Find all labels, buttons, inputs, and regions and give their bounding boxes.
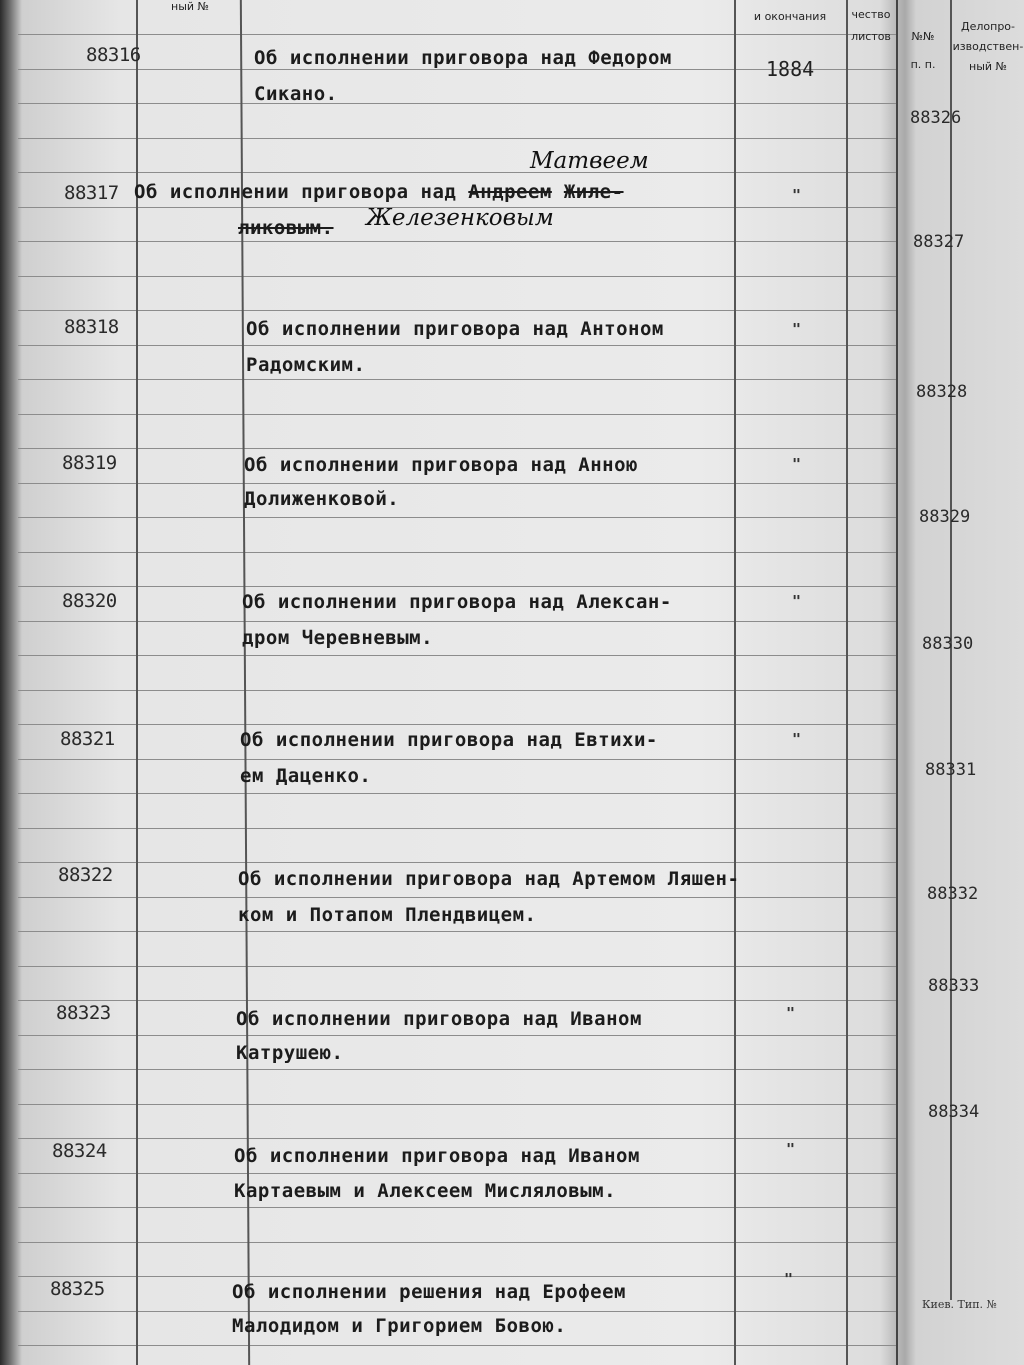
entry-title-line1: Об исполнении приговора над Федором	[254, 47, 672, 69]
entry-number: 88316	[86, 44, 141, 66]
ruled-line	[18, 172, 896, 173]
struck-word: Жиле-	[563, 181, 624, 203]
entry-number: 88322	[58, 864, 113, 886]
entry-year: 1884	[766, 57, 815, 81]
header-end-date: и окончания	[753, 10, 827, 23]
entry-title-line2: дром Черевневым.	[242, 627, 434, 649]
ruled-line	[18, 138, 896, 139]
ruled-line	[18, 379, 896, 380]
right-page-number: 88332	[927, 884, 979, 904]
right-page-number: 88331	[925, 760, 977, 780]
ditto-mark: "	[786, 1004, 796, 1022]
ruled-line	[18, 1069, 896, 1070]
entry-title-line2: Сикано.	[254, 83, 338, 105]
entry-number: 88323	[56, 1002, 111, 1024]
header-file-number: ный №	[171, 0, 209, 13]
ditto-mark: "	[792, 455, 802, 473]
right-page-number: 88330	[922, 634, 974, 654]
entry-title-line1: Об исполнении приговора над Антоном	[246, 318, 664, 340]
entry-title-line2: Картаевым и Алексеем Мисляловым.	[234, 1180, 617, 1202]
ruled-line	[18, 414, 896, 415]
struck-word: ликовым.	[238, 217, 334, 239]
header-right-no-1: №№	[911, 30, 935, 43]
struck-word: Андреем	[468, 181, 552, 203]
ruled-line	[18, 517, 896, 518]
ruled-line	[18, 828, 896, 829]
ditto-mark: "	[792, 730, 802, 748]
header-right-no-2: п. п.	[910, 58, 936, 71]
entry-number: 88319	[62, 452, 117, 474]
ruled-line	[18, 241, 896, 242]
ruled-line	[18, 655, 896, 656]
entry-number: 88325	[50, 1278, 105, 1300]
ruled-line	[18, 966, 896, 967]
column-line-dates	[734, 0, 736, 1365]
entry-title-line2: Долиженковой.	[244, 488, 400, 510]
right-page-number: 88333	[928, 976, 980, 996]
right-page-number: 88326	[910, 108, 962, 128]
entry-title-text: Об исполнении приговора над	[134, 181, 469, 203]
header-right-proc-2: изводствен-	[952, 40, 1024, 53]
entry-title-line1: Об исполнении решения над Ерофеем	[232, 1281, 626, 1303]
entry-title-line2: Радомским.	[246, 354, 366, 376]
ditto-mark: "	[792, 186, 802, 204]
entry-title-line1: Об исполнении приговора над Иваном	[236, 1008, 642, 1030]
handwritten-correction: Железенковым	[366, 205, 554, 231]
ruled-line	[18, 759, 896, 760]
entry-number: 88318	[64, 316, 119, 338]
entry-title-line1: Об исполнении приговора над Евтихи-	[240, 729, 658, 751]
handwritten-correction: Матвеем	[530, 148, 649, 174]
entry-title-line2: Малодидом и Григорием Бовою.	[232, 1315, 567, 1337]
ditto-mark: "	[792, 320, 802, 338]
right-page-number: 88334	[928, 1102, 980, 1122]
entry-title-line1: Об исполнении приговора над Иваном	[234, 1145, 640, 1167]
entry-title-line2: ком и Потапом Плендвицем.	[238, 904, 537, 926]
entry-number: 88324	[52, 1140, 107, 1162]
ditto-mark: "	[792, 592, 802, 610]
ditto-mark: "	[786, 1140, 796, 1158]
ruled-line	[18, 34, 896, 35]
ruled-line	[18, 103, 896, 104]
header-sheets-1: чество	[851, 8, 891, 21]
ruled-line	[18, 621, 896, 622]
right-page-number: 88327	[913, 232, 965, 252]
ruled-line	[18, 1242, 896, 1243]
right-page-number: 88328	[916, 382, 968, 402]
ruled-line	[18, 793, 896, 794]
entry-number: 88317	[64, 182, 119, 204]
header-right-proc-3: ный №	[969, 60, 1007, 73]
entry-title-line1: Об исполнении приговора над Артемом Ляшен-	[238, 868, 740, 890]
ditto-mark: "	[784, 1270, 794, 1288]
entry-title-line1: Об исполнении приговора над Алексан-	[242, 591, 672, 613]
right-page-number: 88329	[919, 507, 971, 527]
column-line-sheets	[846, 0, 848, 1365]
entry-number: 88321	[60, 728, 115, 750]
entry-title-line2: Катрушею.	[236, 1042, 344, 1064]
column-line-page-edge	[896, 0, 898, 1365]
ruled-line	[18, 1104, 896, 1105]
header-right-proc-1: Делопро-	[961, 20, 1015, 33]
ruled-line	[18, 552, 896, 553]
ruled-line	[18, 276, 896, 277]
ruled-line	[18, 1345, 896, 1346]
header-sheets-2: листов	[851, 30, 891, 43]
entry-number: 88320	[62, 590, 117, 612]
entry-title-line1: Об исполнении приговора над Анною	[244, 454, 638, 476]
ruled-line	[18, 690, 896, 691]
entry-title-line2: ем Даценко.	[240, 765, 372, 787]
printer-mark: Киев. Тип. №	[922, 1298, 997, 1311]
